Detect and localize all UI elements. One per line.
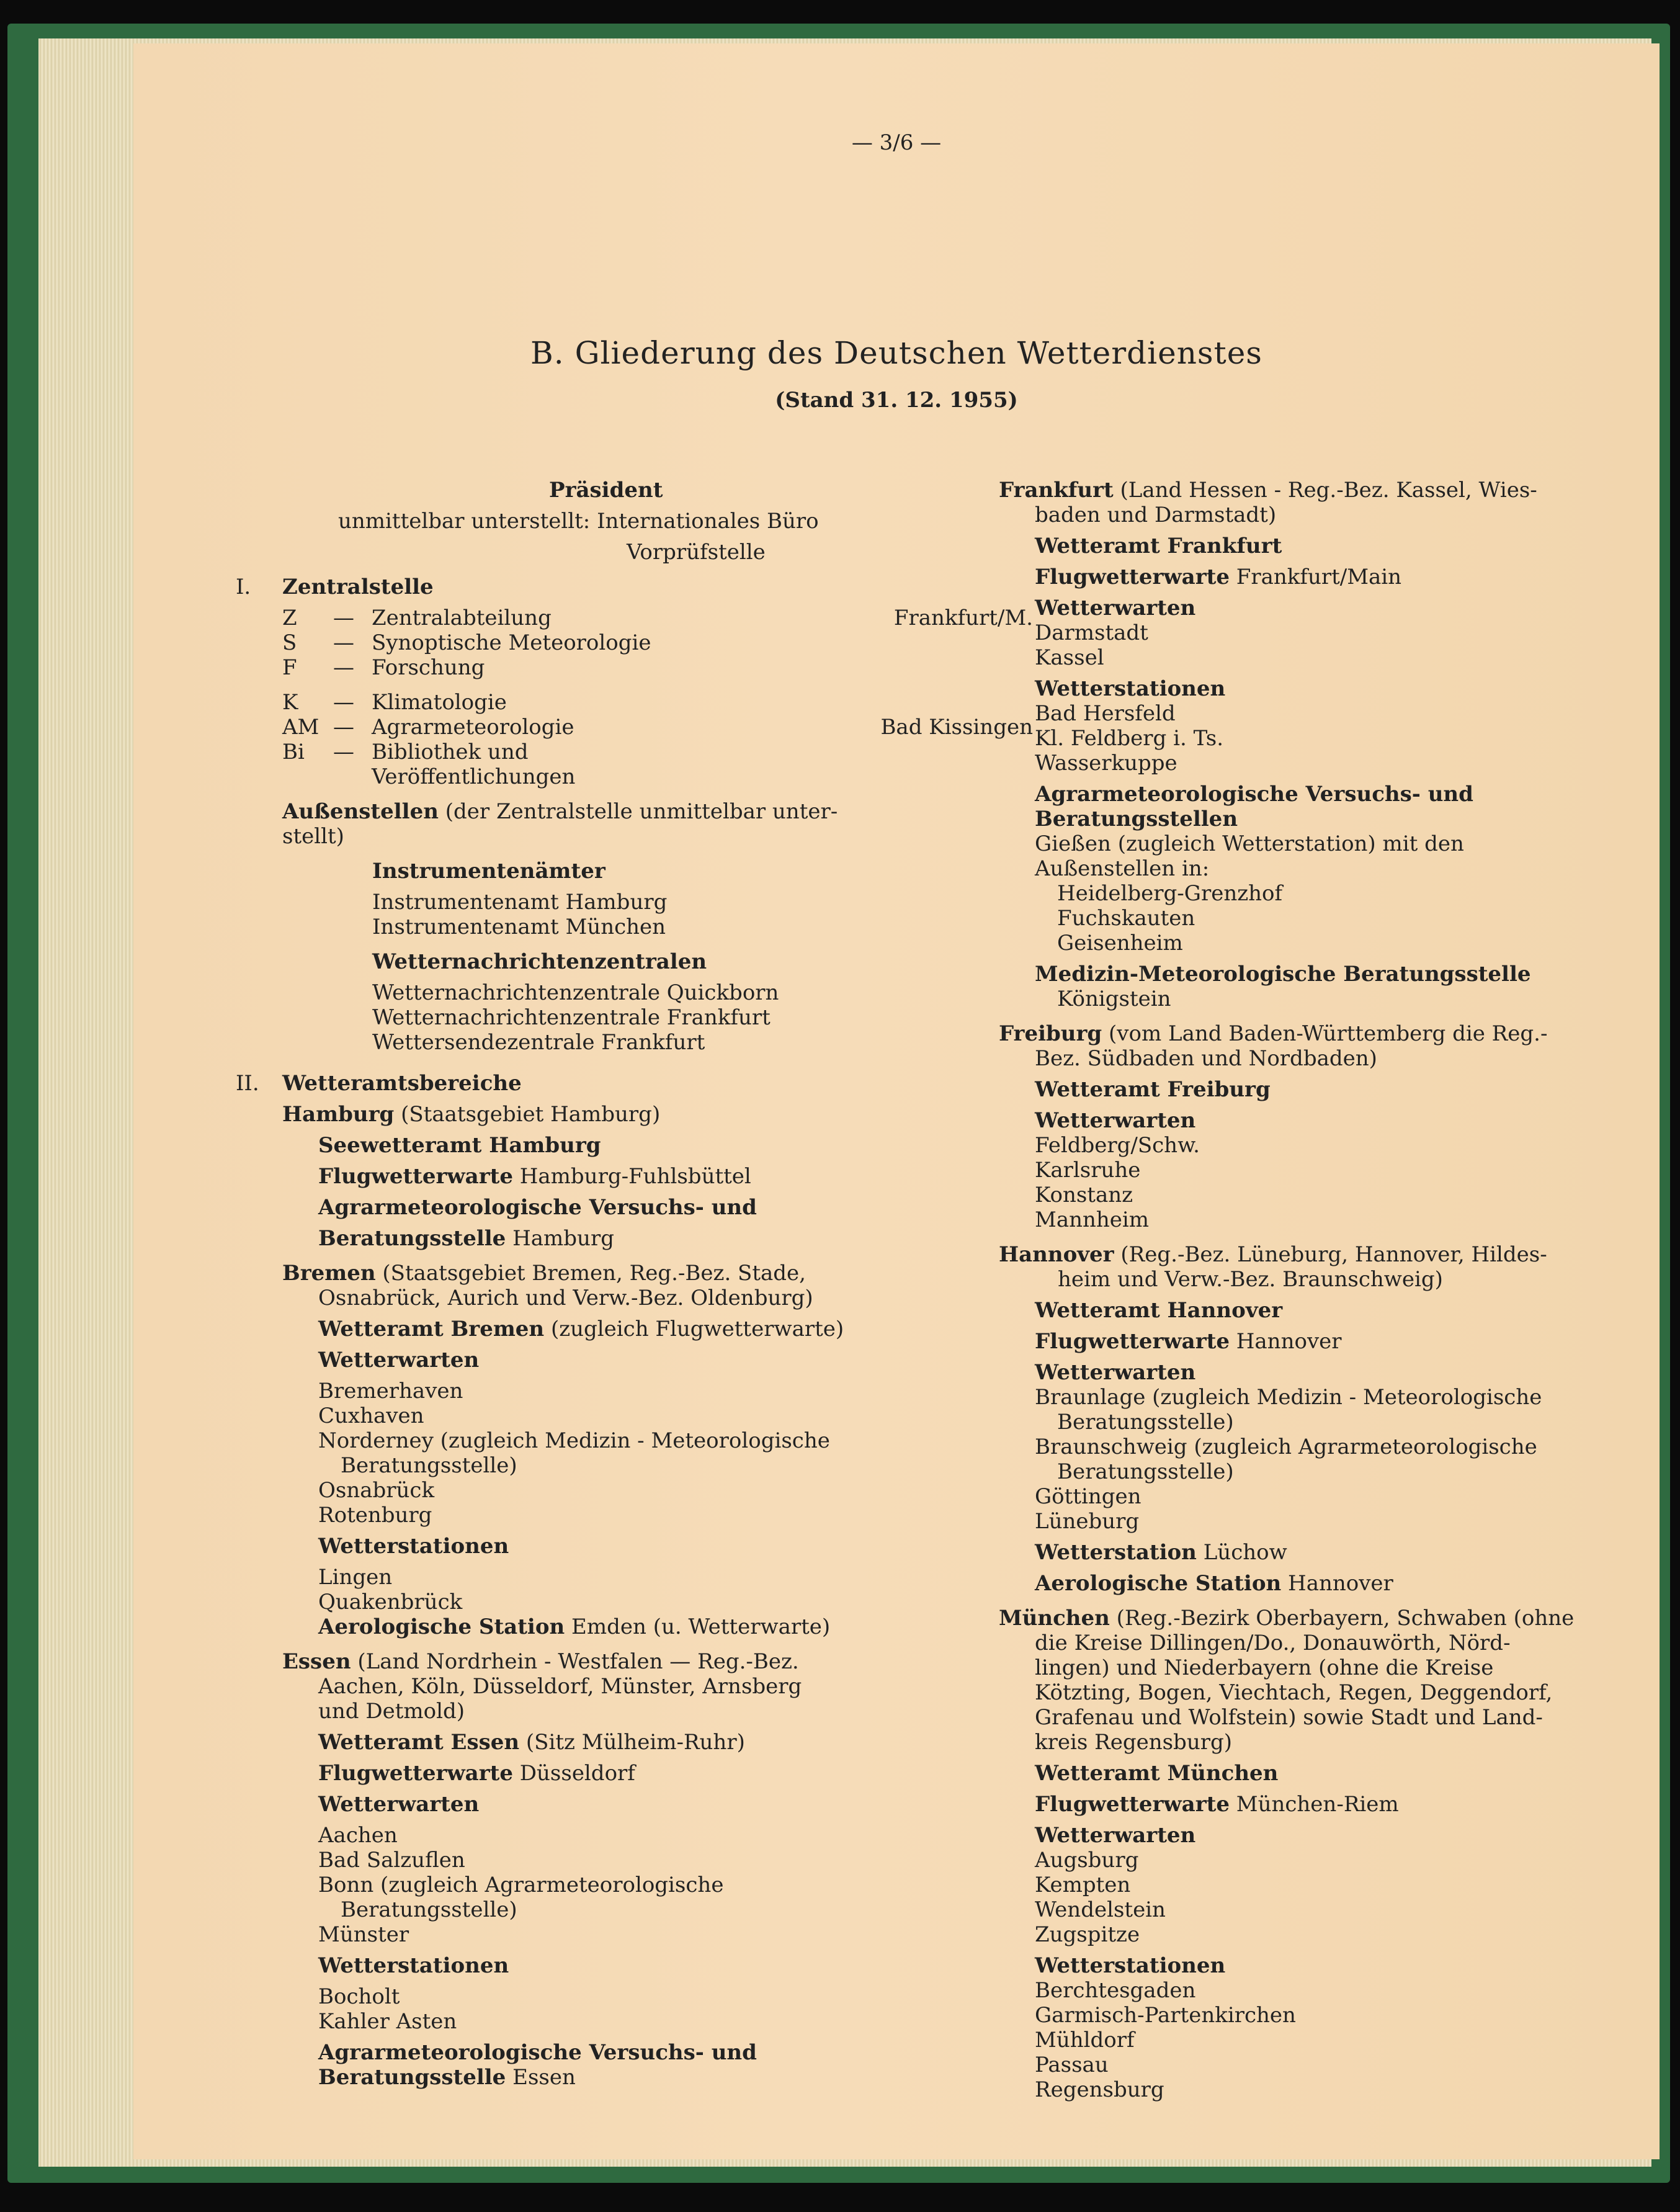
hamburg-block: Seewetteramt Hamburg Flugwetterwarte Hamburg-Fuhlsbüttel Agrarmeteorologische Versuchs- und Beratungsstelle Hamburg: [318, 1133, 757, 1251]
hamburg-heading: Hamburg (Staatsgebiet Hamburg): [282, 1102, 661, 1127]
table-row: K — Klimatologie: [282, 690, 507, 715]
aussenstellen-heading: Außenstellen (der Zentralstelle unmittelbar unter-: [282, 799, 838, 824]
freiburg-heading: Freiburg (vom Land Baden-Württemberg die Reg.-: [999, 1021, 1548, 1046]
instrumentenaemter-title: Instrumentenämter: [372, 859, 605, 884]
right-column: Frankfurt (Land Hessen - Reg.-Bez. Kassel, Wies- baden und Darmstadt) Wetteramt Frankfurt Flugwetterwarte Frankfurt/Main Wetterwarten Darmstadt Kassel Wetterstationen Bad Hersfeld Kl. Feldberg i. Ts. Wasserkuppe Agrarmeteorologische Versuchs- und Beratungsstellen Gießen (zugleich Wetterstation) mit den Außenstellen in: Heidelberg-Grenzhof Fuchskauten Geisenheim Medizin-Meteorologische Beratungsstelle Königstein Freiburg (vom Land Baden-Württemberg die Reg.- Bez. Südbaden und Nordbaden) Wetteramt Freiburg Wetterwarten Feldberg/Schw. Karlsruhe Konstanz Mannheim Hannover (Reg.-Bez. Lüneburg, Hannover, Hildes- heim und Verw.-Bez. Braunschweig) Wetteramt Hannover Flugwetterwarte Hannover Wetterwarten Braunlage (zugleich Medizin - Meteorologische Beratungsstelle) Braunschweig (zugleich Agrarmeteorologische Beratungsstelle) Göttingen Lüneburg Wetterstation Lüchow Aerologische Station Hannover München (Reg.-Bezirk Oberbayern, Schwaben (ohne die Kreise Dillingen/Do., Donauwörth, Nörd- lingen) und Niederbayern (ohne die Kreise Kötzting, Bogen, Viechtach, Regen, Deggendorf, Grafenau und Wolfstein) sowie Stadt und Land- kreis Regensburg) Wetteramt München Flugwetterwarte München-Riem Wetterwarten Augsburg Kempten Wendelstein Zugspitze Wetterstationen Berchtesgaden Garmisch-Partenkirchen Mühldorf Passau Regensburg: [999, 478, 1594, 2102]
page-subtitle: (Stand 31. 12. 1955): [775, 388, 1018, 413]
section-1-heading: [236, 575, 1058, 599]
section-number: II.: [236, 1071, 259, 1096]
list-item: Wetternachrichtenzentrale Quickborn: [372, 980, 779, 1005]
wetternachrichten-title: Wetternachrichtenzentralen: [372, 949, 707, 974]
praesident-vorpruef: Vorprüfstelle: [627, 540, 766, 565]
list-item: Instrumentenamt München: [372, 915, 666, 939]
section-title: Zentralstelle: [282, 575, 434, 599]
section-2-heading: [236, 1071, 1058, 1096]
document-page: [133, 43, 1660, 2159]
essen-heading: Essen (Land Nordrhein - Westfalen — Reg.-Bez.: [282, 1649, 799, 1674]
table-row: Bi — Bibliothek und: [282, 740, 529, 764]
freiburg-block: Wetteramt Freiburg Wetterwarten Feldberg/Schw. Karlsruhe Konstanz Mannheim: [1035, 1077, 1271, 1232]
muenchen-heading: München (Reg.-Bezirk Oberbayern, Schwaben (ohne: [999, 1606, 1575, 1631]
heading-praesident: Präsident: [549, 478, 663, 503]
table-row: Z — Zentralabteilung Frankfurt/M.: [282, 606, 1033, 630]
aussenstellen-line2: stellt): [282, 824, 344, 849]
table-row: F — Forschung: [282, 655, 485, 680]
page-title: B. Gliederung des Deutschen Wetterdienstes: [530, 335, 1262, 371]
section-number: I.: [236, 575, 251, 599]
instrumentenaemter-block: [282, 859, 1058, 1055]
table-row: S — Synoptische Meteorologie: [282, 630, 651, 655]
list-item: Wetternachrichtenzentrale Frankfurt: [372, 1005, 771, 1030]
table-row: Veröffentlichungen: [372, 764, 576, 789]
bremen-block: Wetteramt Bremen (zugleich Flugwetterwarte) Wetterwarten Bremerhaven Cuxhaven Norderney (zugleich Medizin - Meteorologische Beratungsstelle) Osnabrück Rotenburg Wetterstationen Lingen Quakenbrück Aerologische Station Emden (u. Wetterwarte): [318, 1317, 844, 1639]
bremen-heading: Bremen (Staatsgebiet Bremen, Reg.-Bez. Stade,: [282, 1261, 806, 1286]
frankfurt-block: Wetteramt Frankfurt Flugwetterwarte Frankfurt/Main Wetterwarten Darmstadt Kassel Wetterstationen Bad Hersfeld Kl. Feldberg i. Ts. Wasserkuppe Agrarmeteorologische Versuchs- und Beratungsstellen Gießen (zugleich Wetterstation) mit den Außenstellen in: Heidelberg-Grenzhof Fuchskauten Geisenheim Medizin-Meteorologische Beratungsstelle Königstein: [1035, 534, 1531, 1011]
table-row: AM — Agrarmeteorologie Bad Kissingen: [282, 715, 1033, 740]
essen-block: Wetteramt Essen (Sitz Mülheim-Ruhr) Flugwetterwarte Düsseldorf Wetterwarten Aachen Bad Salzuflen Bonn (zugleich Agrarmeteorologische Beratungsstelle) Münster Wetterstationen Bocholt Kahler Asten Agrarmeteorologische Versuchs- und Beratungsstelle Essen: [318, 1730, 757, 2090]
hannover-block: Wetteramt Hannover Flugwetterwarte Hannover Wetterwarten Braunlage (zugleich Medizin - Meteorologische Beratungsstelle) Braunschweig (zugleich Agrarmeteorologische Beratungsstelle) Göttingen Lüneburg Wetterstation Lüchow Aerologische Station Hannover: [1035, 1298, 1542, 1596]
list-item: Instrumentenamt Hamburg: [372, 890, 668, 915]
hannover-heading: Hannover (Reg.-Bez. Lüneburg, Hannover, Hildes-: [999, 1242, 1547, 1267]
left-column: Präsident unmittelbar unterstellt: Internationales Büro Vorprüfstelle I. Zentralstelle Z — Zentralabteilung Frankfurt/M. S — Synoptische Meteorologie F — Forschung K — Klimatologie AM — Agrarmeteorologie Bad Kissingen Bi — Bibliothek und Veröffentlichungen Außenstellen (der Zentralstelle unmittelbar unter- stellt) Instrumentenämter Instrumentenamt Hamburg Instrumentenamt München Wetternachrichtenzentralen Wetternachrichtenzentrale Quickborn Wetternachrichtenzentrale Frankfurt Wettersendezentrale Frankfurt II. Wetteramtsbereiche Hamburg (Staatsgebiet Hamburg) Seewetteramt Hamburg Flugwetterwarte Hamburg-Fuhlsbüttel Agrarmeteorologische Versuchs- und Beratungsstelle Hamburg Bremen (Staatsgebiet Bremen, Reg.-Bez. Stade, Osnabrück, Aurich und Verw.-Bez. Oldenburg) Wetteramt Bremen (zugleich Flugwetterwarte) Wetterwarten Bremerhaven Cuxhaven Norderney (zugleich Medizin - Meteorologische Beratungsstelle) Osnabrück Rotenburg Wetterstationen Lingen Quakenbrück Aerologische Station Emden (u. Wetterwarte) Essen (Land Nordrhein - Westfalen — Reg.-Bez. Aachen, Köln, Düsseldorf, Münster, Arnsberg und Detmold) Wetteramt Essen (Sitz Mülheim-Ruhr) Flugwetterwarte Düsseldorf Wetterwarten Aachen Bad Salzuflen Bonn (zugleich Agrarmeteorologische Beratungsstelle) Münster Wetterstationen Bocholt Kahler Asten Agrarmeteorologische Versuchs- und Beratungsstelle Essen: [282, 478, 1058, 2090]
frankfurt-heading: Frankfurt (Land Hessen - Reg.-Bez. Kassel, Wies-: [999, 478, 1537, 503]
page-number: — 3/6 —: [851, 130, 942, 155]
praesident-unterstellt: unmittelbar unterstellt: Internationales Büro: [338, 509, 819, 534]
muenchen-block: die Kreise Dillingen/Do., Donauwörth, Nörd- lingen) und Niederbayern (ohne die Kreise Kötzting, Bogen, Viechtach, Regen, Deggendorf, Grafenau und Wolfstein) sowie Stadt und Land- kreis Regensburg) Wetteramt München Flugwetterwarte München-Riem Wetterwarten Augsburg Kempten Wendelstein Zugspitze Wetterstationen Berchtesgaden Garmisch-Partenkirchen Mühldorf Passau Regensburg: [1035, 1631, 1553, 2102]
list-item: Wettersendezentrale Frankfurt: [372, 1030, 705, 1055]
section-title: Wetteramtsbereiche: [282, 1071, 522, 1096]
